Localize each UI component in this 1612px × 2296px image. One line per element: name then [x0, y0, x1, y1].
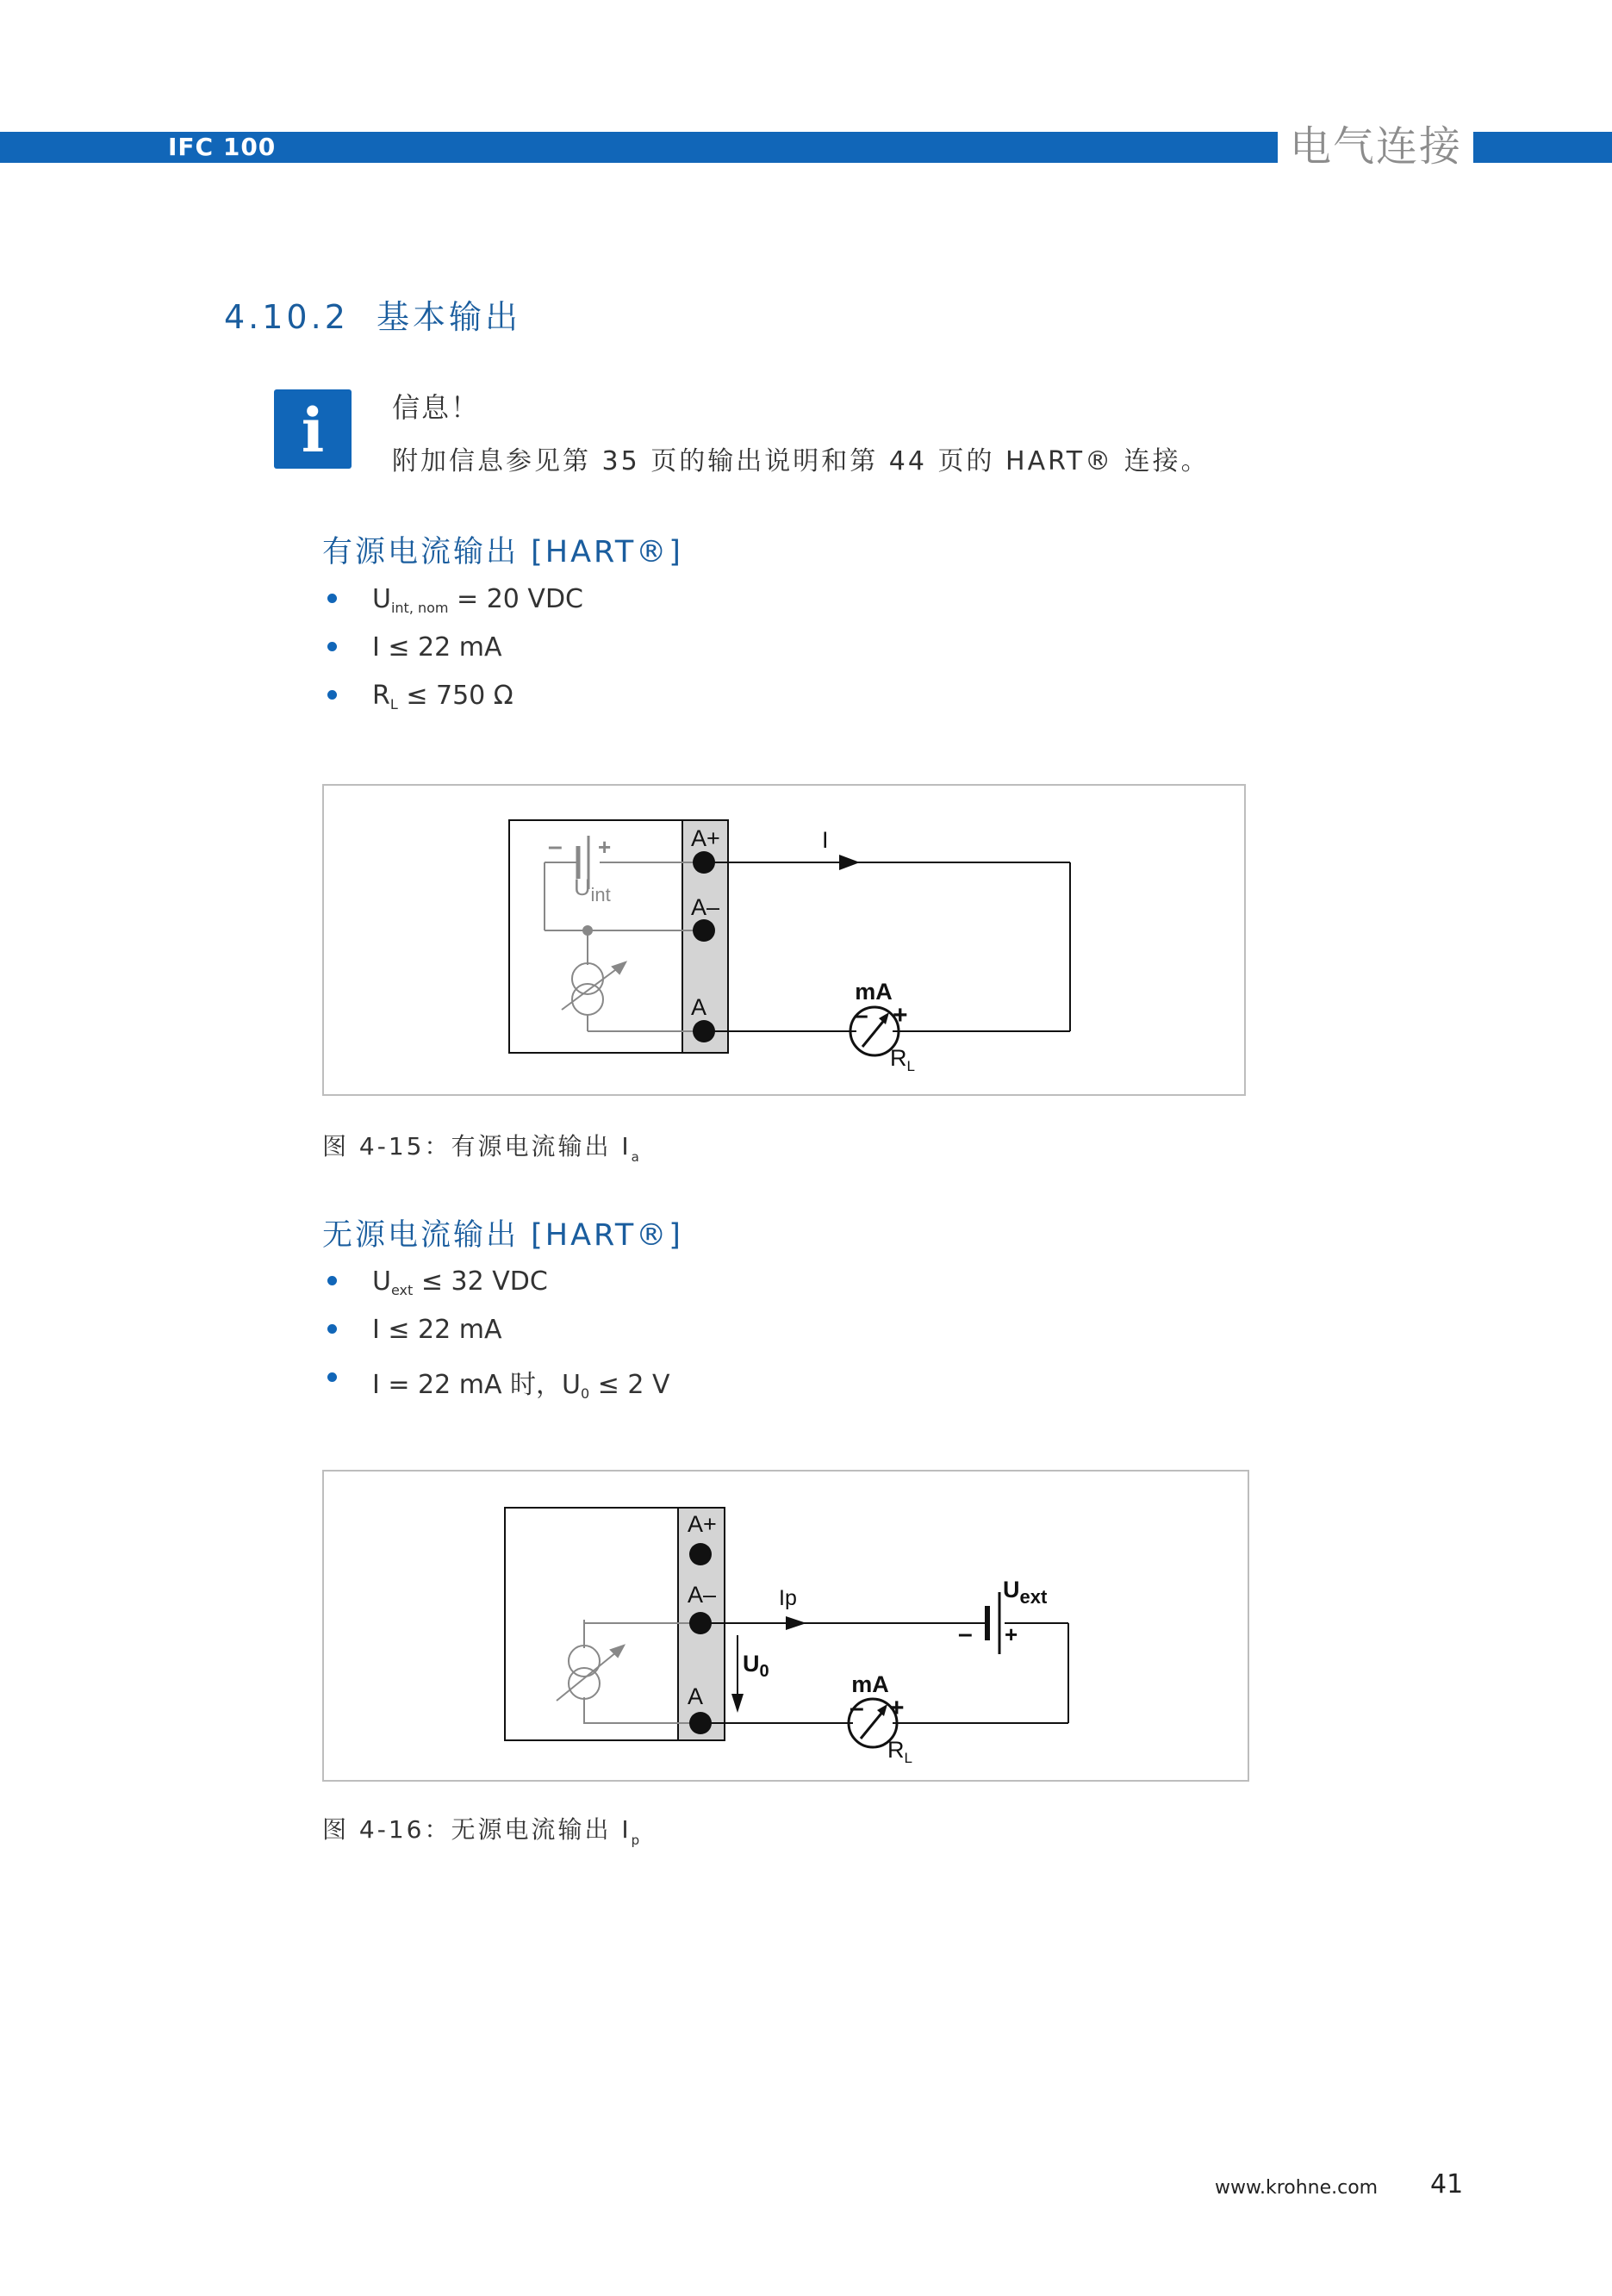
label-ma: mA	[851, 1671, 889, 1697]
bullet-dot	[327, 642, 337, 651]
label-aplus: A+	[688, 1511, 717, 1537]
label-plus: +	[893, 1001, 908, 1030]
passive-circuit-diagram	[324, 1472, 1248, 1780]
bullet-rest: ≤ 2 V	[589, 1370, 670, 1400]
page-number: 41	[1430, 2169, 1464, 2200]
figure-active-current-output	[322, 784, 1246, 1096]
bullet-dot	[327, 690, 337, 700]
info-title: 信息！	[392, 391, 481, 424]
current-arrow	[786, 1616, 806, 1630]
bullet-main: I = 22 mA 时，U	[372, 1370, 582, 1400]
terminal-aminus	[689, 1612, 712, 1634]
figure-passive-current-output	[322, 1470, 1249, 1782]
terminal-aplus	[693, 851, 715, 874]
product-name: IFC 100	[168, 133, 277, 161]
label-aminus: A–	[691, 894, 720, 920]
label-uint: $U_{int}$	[574, 874, 611, 905]
label-u0: $U_0$	[743, 1651, 769, 1681]
info-icon	[274, 389, 352, 469]
label-ip: Ip	[779, 1586, 797, 1610]
bullet-main: U	[372, 584, 391, 614]
active-bullet-1	[372, 584, 583, 616]
section-title: 基本输出	[377, 298, 522, 336]
info-text: 附加信息参见第 35 页的输出说明和第 44 页的 HART® 连接。	[392, 446, 1210, 476]
bullet-dot	[327, 1324, 337, 1334]
terminal-a	[689, 1712, 712, 1734]
chapter-title: 电气连接	[1290, 122, 1463, 171]
passive-bullet-2	[372, 1315, 502, 1345]
label-minus: –	[854, 1001, 868, 1030]
label-rl: $R_L$	[887, 1737, 912, 1766]
figure-caption-4-16	[322, 1811, 639, 1848]
label-a: A	[688, 1683, 704, 1709]
terminal-aplus	[689, 1543, 712, 1565]
figure-caption-4-15	[322, 1128, 639, 1165]
caption-text: 图 4-15：有源电流输出 I	[322, 1132, 632, 1160]
label-rl: $R_L$	[890, 1045, 915, 1074]
bullet-main: I ≤ 22 mA	[372, 632, 502, 663]
label-battery-minus: –	[958, 1620, 973, 1648]
label-i: I	[822, 827, 829, 853]
label-a: A	[691, 994, 707, 1020]
bullet-sub: int, nom	[390, 600, 449, 616]
bullet-dot	[327, 1276, 337, 1285]
terminal-a	[693, 1020, 715, 1042]
current-arrow	[839, 855, 860, 870]
active-output-title: 有源电流输出 [HART®]	[322, 535, 683, 569]
info-icon-glyph: i	[301, 395, 325, 466]
passive-output-title: 无源电流输出 [HART®]	[322, 1218, 683, 1253]
terminal-aminus	[693, 919, 715, 942]
bullet-rest: = 20 VDC	[448, 584, 584, 614]
label-aminus: A–	[688, 1582, 717, 1608]
section-number: 4.10.2	[224, 298, 349, 336]
bullet-rest: ≤ 32 VDC	[413, 1266, 548, 1297]
bullet-main: I ≤ 22 mA	[372, 1315, 502, 1345]
bullet-main: U	[372, 1266, 391, 1297]
caption-sub: p	[631, 1832, 640, 1848]
bullet-dot	[327, 594, 337, 603]
bullet-sub: ext	[390, 1282, 414, 1298]
bullet-sub: 0	[581, 1385, 590, 1402]
active-bullet-2	[372, 632, 502, 663]
footer-url[interactable]: www.krohne.com	[1215, 2177, 1379, 2199]
passive-bullet-3	[372, 1363, 670, 1402]
active-circuit-diagram	[324, 786, 1244, 1094]
bullet-main: R	[372, 681, 390, 711]
label-plus: +	[889, 1694, 905, 1722]
caption-text: 图 4-16：无源电流输出 I	[322, 1815, 632, 1844]
active-bullet-3	[372, 681, 513, 712]
caption-sub: a	[631, 1149, 639, 1165]
bullet-rest: ≤ 750 Ω	[397, 681, 513, 711]
passive-bullet-1	[372, 1266, 548, 1298]
label-battery-minus: –	[548, 832, 563, 861]
label-aplus: A+	[691, 825, 720, 851]
label-uext: $U_{ext}$	[1003, 1577, 1048, 1608]
header-band-right	[1473, 132, 1612, 163]
label-minus: –	[850, 1694, 864, 1722]
label-battery-plus: +	[598, 834, 612, 860]
label-ma: mA	[855, 979, 893, 1005]
voltage-arrow	[731, 1694, 744, 1713]
bullet-dot	[327, 1372, 337, 1382]
section-heading	[224, 290, 521, 338]
bullet-sub: L	[389, 696, 398, 712]
label-battery-plus: +	[1005, 1621, 1018, 1647]
